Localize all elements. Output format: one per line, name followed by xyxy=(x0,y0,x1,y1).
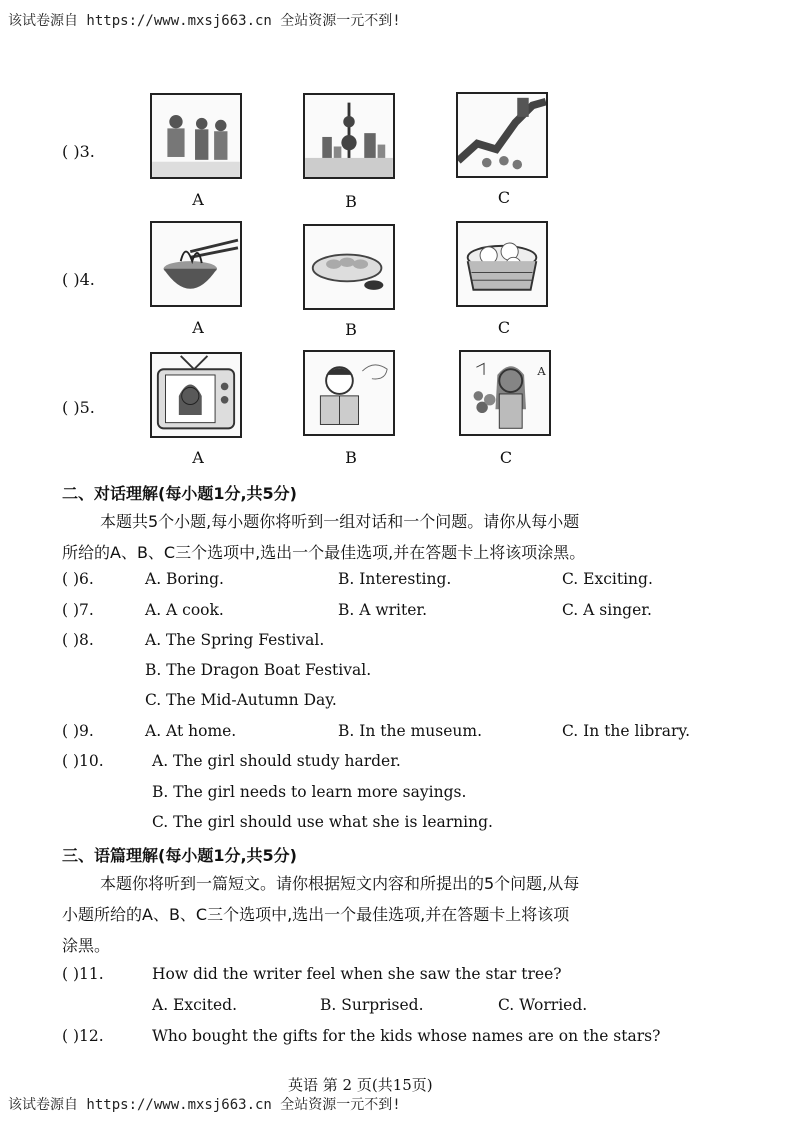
q6-option-b: B. Interesting. xyxy=(338,570,452,588)
q10-option-a: A. The girl should study harder. xyxy=(152,752,401,770)
q11-stem: How did the writer feel when she saw the star tree? xyxy=(152,965,562,983)
q4-option-a-image xyxy=(150,221,242,307)
footer-watermark: 该试卷源自 https://www.mxsj663.cn 全站资源一元不到! xyxy=(8,1097,401,1113)
noodles-bowl-icon xyxy=(152,223,240,305)
q5-label-b: B xyxy=(345,448,357,467)
question-11-number: ( )11. xyxy=(62,965,104,983)
q3-label-a: A xyxy=(192,190,204,209)
dumplings-plate-icon xyxy=(305,226,393,308)
tv-singer-icon xyxy=(152,354,240,436)
q5-option-c-image xyxy=(459,350,551,436)
section-3-instruction-line-3: 涂黑。 xyxy=(62,936,111,955)
question-9-number: ( )9. xyxy=(62,722,94,740)
great-wall-icon xyxy=(458,94,546,176)
question-4-number: ( )4. xyxy=(62,270,95,289)
q7-option-c: C. A singer. xyxy=(562,601,652,619)
q7-option-b: B. A writer. xyxy=(338,601,428,619)
q4-option-c-image xyxy=(456,221,548,307)
section-2-instruction-line-1: 本题共5个小题,每小题你将听到一组对话和一个问题。请你从每小题 xyxy=(100,512,580,531)
section-3-instruction-line-2: 小题所给的A、B、C三个选项中,选出一个最佳选项,并在答题卡上将该项 xyxy=(62,905,570,924)
q5-option-b-image xyxy=(303,350,395,436)
q3-label-c: C xyxy=(497,188,511,207)
q10-option-b: B. The girl needs to learn more sayings. xyxy=(152,783,467,801)
q4-label-c: C xyxy=(497,318,511,337)
question-12-number: ( )12. xyxy=(62,1027,104,1045)
q5-label-c: C xyxy=(499,448,513,467)
girl-option-a-mark: A xyxy=(537,363,546,378)
q8-option-a: A. The Spring Festival. xyxy=(145,631,325,649)
q4-label-b: B xyxy=(345,320,357,339)
q9-option-b: B. In the museum. xyxy=(338,722,483,740)
q6-option-c: C. Exciting. xyxy=(562,570,653,588)
terracotta-warriors-icon xyxy=(152,95,240,177)
q5-label-a: A xyxy=(192,448,204,467)
question-8-number: ( )8. xyxy=(62,631,94,649)
q9-option-a: A. At home. xyxy=(145,722,237,740)
q8-option-c: C. The Mid-Autumn Day. xyxy=(145,691,337,709)
q10-option-c: C. The girl should use what she is learning. xyxy=(152,813,493,831)
header-watermark: 该试卷源自 https://www.mxsj663.cn 全站资源一元不到! xyxy=(8,13,401,29)
girl-flowers-icon xyxy=(461,352,549,434)
question-7-number: ( )7. xyxy=(62,601,94,619)
q8-option-b: B. The Dragon Boat Festival. xyxy=(145,661,372,679)
section-2-title: 二、对话理解(每小题1分,共5分) xyxy=(62,484,297,503)
q12-stem: Who bought the gifts for the kids whose names are on the stars? xyxy=(152,1027,661,1045)
section-2-instruction-line-2: 所给的A、B、C三个选项中,选出一个最佳选项,并在答题卡上将该项涂黑。 xyxy=(62,543,586,562)
page-footer: 英语 第 2 页(共15页) xyxy=(288,1076,433,1094)
q4-label-a: A xyxy=(192,318,204,337)
q11-option-b: B. Surprised. xyxy=(320,996,424,1014)
steamed-buns-icon xyxy=(458,223,546,305)
question-5-number: ( )5. xyxy=(62,398,95,417)
q11-option-c: C. Worried. xyxy=(498,996,588,1014)
q3-label-b: B xyxy=(345,192,357,211)
section-3-title: 三、语篇理解(每小题1分,共5分) xyxy=(62,846,297,865)
q3-option-c-image xyxy=(456,92,548,178)
q3-option-b-image xyxy=(303,93,395,179)
question-10-number: ( )10. xyxy=(62,752,104,770)
q11-option-a: A. Excited. xyxy=(152,996,237,1014)
q9-option-c: C. In the library. xyxy=(562,722,691,740)
q7-option-a: A. A cook. xyxy=(145,601,224,619)
pearl-tower-icon xyxy=(305,95,393,177)
section-3-instruction-line-1: 本题你将听到一篇短文。请你根据短文内容和所提出的5个问题,从每 xyxy=(100,874,580,893)
q6-option-a: A. Boring. xyxy=(145,570,224,588)
q3-option-a-image xyxy=(150,93,242,179)
question-6-number: ( )6. xyxy=(62,570,94,588)
boy-reading-icon xyxy=(305,352,393,434)
question-3-number: ( )3. xyxy=(62,142,95,161)
q5-option-a-image xyxy=(150,352,242,438)
q4-option-b-image xyxy=(303,224,395,310)
